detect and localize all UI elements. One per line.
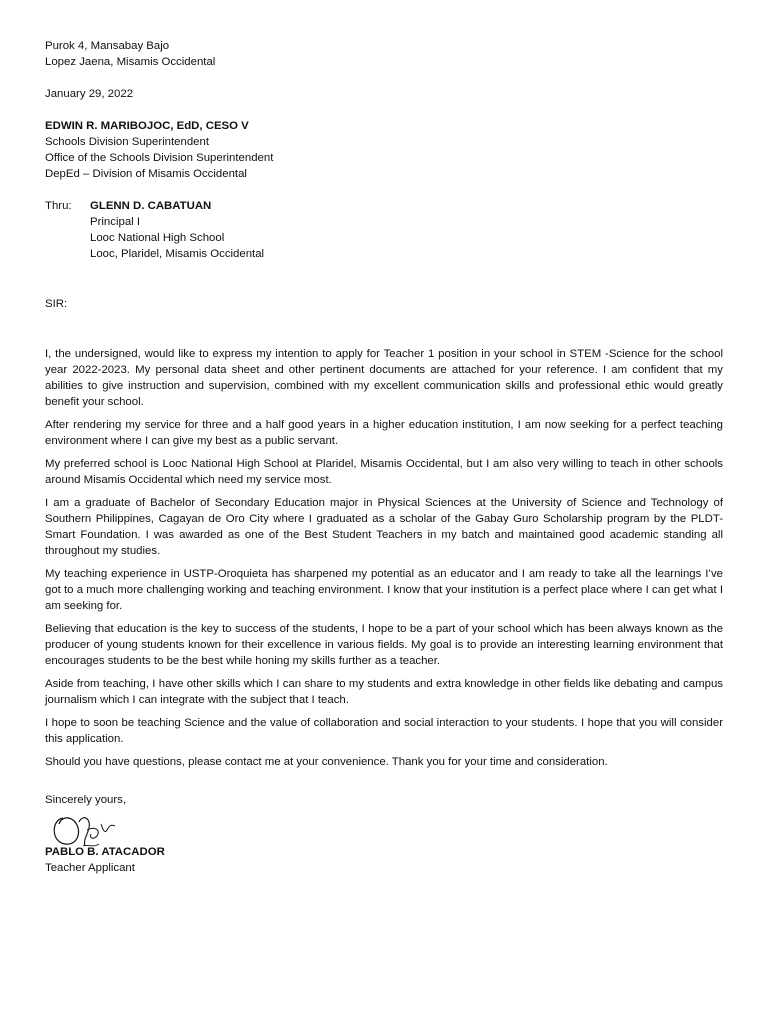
recipient-title: Schools Division Superintendent	[45, 136, 209, 148]
signer-title: Teacher Applicant	[45, 862, 135, 874]
body-paragraph: My teaching experience in USTP-Oroquieta has sharpened my potential as an educator and I am ready to take all the learnings I’ve got to a much more challenging working and teaching environment. I know that your institution is a perfect place where I can get what I am seeking for.	[45, 568, 723, 612]
body-paragraph: Should you have questions, please contact me at your convenience. Thank you for your time and consideration.	[45, 756, 608, 768]
body-paragraph: I, the undersigned, would like to express my intention to apply for Teacher 1 position in your school in STEM -Science for the school year 2022-2023. My personal data sheet and other pertinent documents are attached for your reference. I am confident that my abilities to give instruction and supervision, combined with my excellent communication skills and professional ethic would greatly benefit your school.	[45, 348, 723, 408]
recipient-division: DepEd – Division of Misamis Occidental	[45, 168, 247, 180]
body-paragraph: After rendering my service for three and a half good years in a higher education institution, I am now seeking for a perfect teaching environment where I can give my best as a public servant.	[45, 419, 723, 447]
thru-block	[45, 198, 723, 262]
thru-name: GLENN D. CABATUAN	[90, 200, 212, 212]
letter-body	[45, 346, 723, 770]
thru-school: Looc National High School	[90, 232, 225, 244]
body-paragraph: Believing that education is the key to success of the students, I hope to be a part of your school which has been always known as the producer of young students known for their excellence in various fields. My goal is to provide an interesting learning environment that encourages students to be the best while honing my skills further as a teacher.	[45, 623, 723, 667]
recipient-name: EDWIN R. MARIBOJOC, EdD, CESO V	[45, 120, 249, 132]
sender-address	[45, 38, 723, 70]
signature-area	[45, 808, 723, 844]
closing-block	[45, 792, 723, 876]
recipient-block	[45, 118, 723, 182]
sender-address-line1: Purok 4, Mansabay Bajo	[45, 40, 170, 52]
salutation: SIR:	[45, 298, 68, 310]
signer-name: PABLO B. ATACADOR	[45, 846, 165, 858]
letter-date: January 29, 2022	[45, 88, 134, 100]
body-paragraph: I am a graduate of Bachelor of Secondary Education major in Physical Sciences at the University of Science and Technology of Southern Philippines, Cagayan de Oro City where I graduated as a scholar of the Gabay Guro Scholarship program by the PLDT-Smart Foundation. I was awarded as one of the Best Student Teachers in my batch and maintained good academic standing all throughout my studies.	[45, 497, 723, 557]
closing-text: Sincerely yours,	[45, 794, 127, 806]
recipient-office: Office of the Schools Division Superintendent	[45, 152, 274, 164]
thru-label: Thru:	[45, 200, 72, 212]
body-paragraph: My preferred school is Looc National High School at Plaridel, Misamis Occidental, but I am also very willing to teach in other schools around Misamis Occidental which need my service most.	[45, 458, 723, 486]
thru-title: Principal I	[90, 216, 141, 228]
body-paragraph: I hope to soon be teaching Science and the value of collaboration and social interaction to your students. I hope that you will consider this application.	[45, 717, 723, 745]
thru-address: Looc, Plaridel, Misamis Occidental	[90, 248, 265, 260]
letter-page	[45, 38, 723, 876]
body-paragraph: Aside from teaching, I have other skills which I can share to my students and extra knowledge in other fields like debating and campus journalism which I can integrate with the subject that I teach.	[45, 678, 723, 706]
sender-address-line2: Lopez Jaena, Misamis Occidental	[45, 56, 216, 68]
